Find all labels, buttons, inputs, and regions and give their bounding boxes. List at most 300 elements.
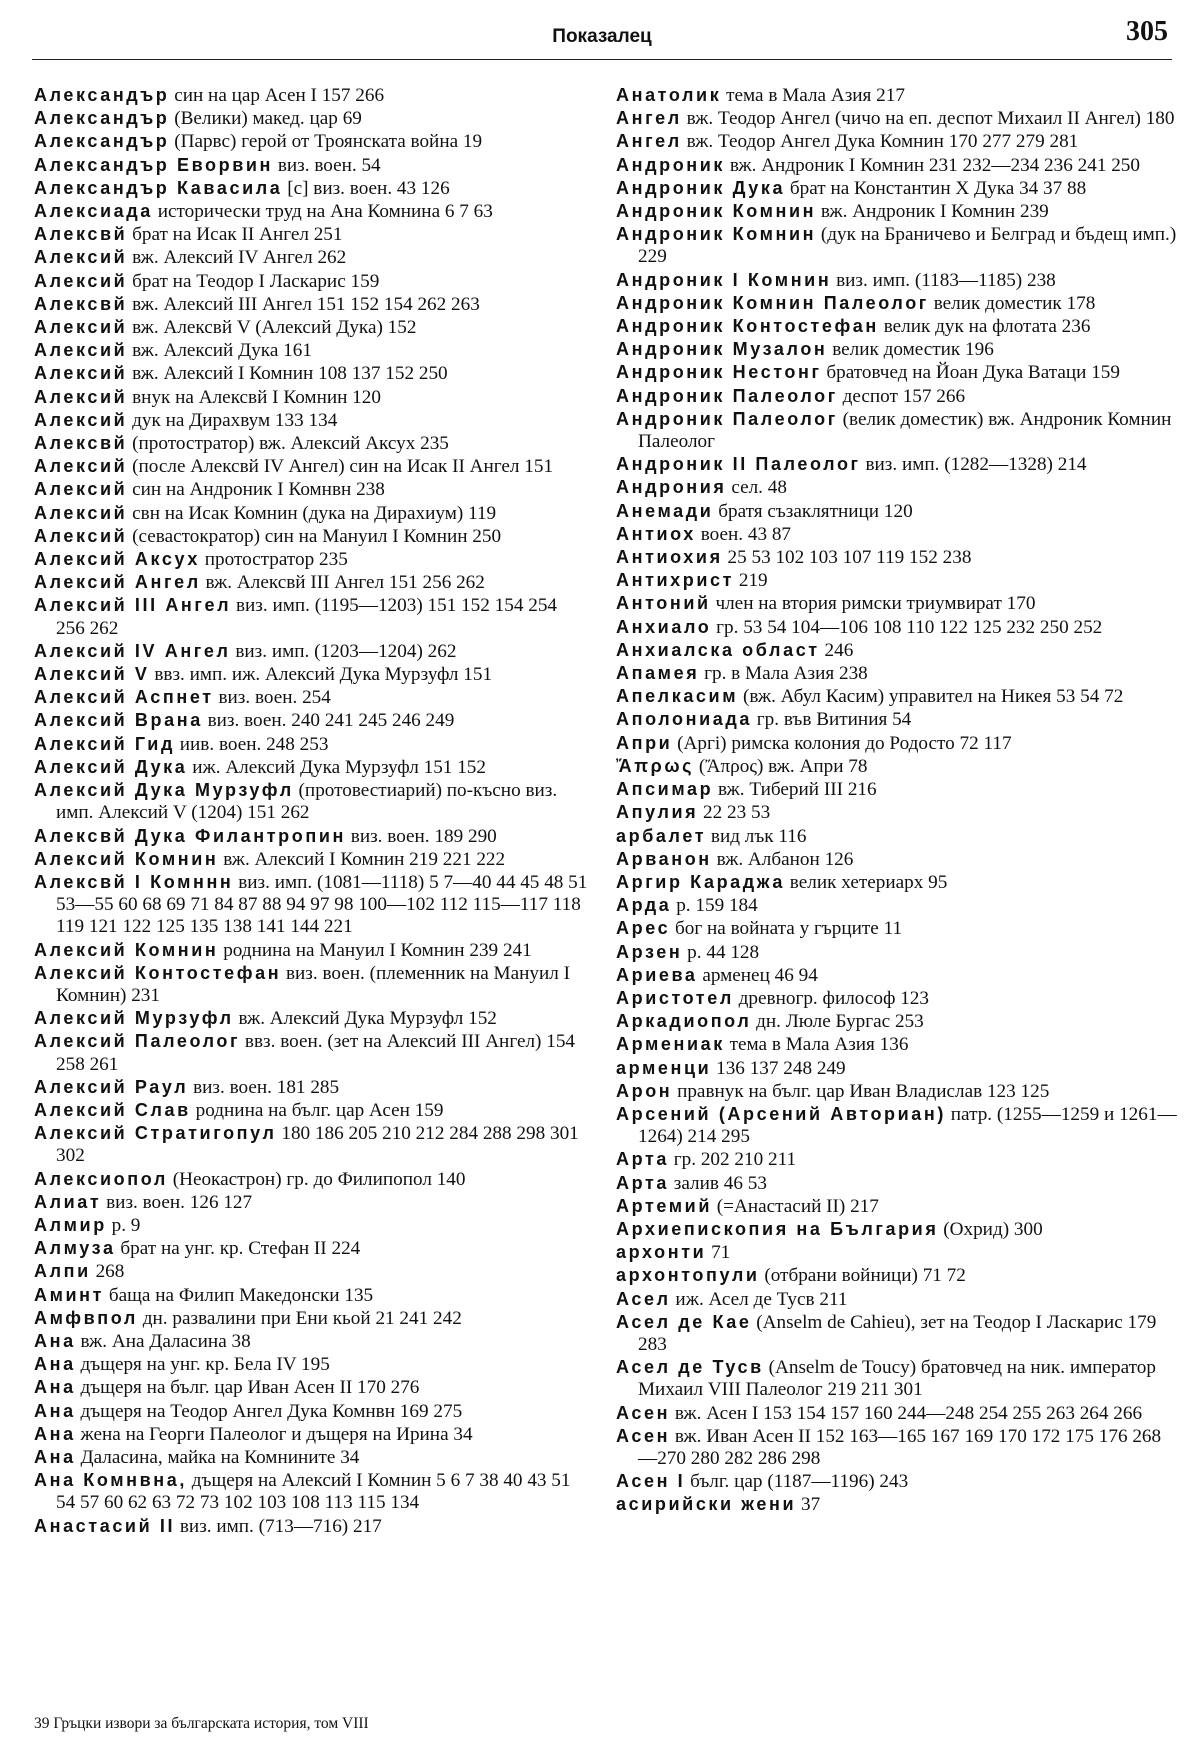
entry-references: 246 — [824, 639, 854, 661]
index-entry — [34, 362, 589, 385]
entry-references: воен. 43 87 — [700, 523, 792, 545]
entry-headword: Асел де Тусв — [616, 1357, 764, 1378]
entry-references: 268 — [95, 1261, 125, 1283]
entry-headword: Антиохия — [616, 547, 723, 568]
index-entry — [34, 432, 589, 455]
entry-headword: Арзен — [616, 941, 683, 962]
index-entry — [34, 779, 589, 824]
entry-headword: Андроник Дука — [616, 177, 786, 198]
entry-headword: Андроник I Комнин — [616, 269, 832, 290]
entry-references: правнук на бълг. цар Иван Владислав 123 125 — [677, 1080, 1050, 1102]
index-entry — [34, 1030, 589, 1075]
entry-headword: Алексий Комнин — [34, 939, 219, 960]
entry-headword: Антихрист — [616, 570, 735, 591]
index-entry — [34, 1376, 589, 1399]
entry-headword: Александър — [34, 131, 170, 152]
index-entry — [616, 523, 1178, 546]
entry-references: член на втория римски триумвират 170 — [715, 593, 1036, 615]
entry-headword: Арон — [616, 1080, 673, 1101]
index-entry — [34, 1284, 589, 1307]
index-entry — [616, 385, 1178, 408]
entry-headword: Андрония — [616, 477, 727, 498]
entry-headword: Ариева — [616, 964, 698, 985]
entry-headword: Алексий Аксух — [34, 549, 200, 570]
index-entry — [34, 455, 589, 478]
entry-references: патр. (1255—1259 и 1261—1264) 214 295 — [638, 1103, 1177, 1148]
index-entry — [616, 200, 1178, 223]
entry-headword: Андроник Палеолог — [616, 408, 838, 429]
index-entry — [616, 1172, 1178, 1195]
entry-references: залив 46 53 — [673, 1172, 767, 1194]
entry-references: ввз. имп. иж. Алексий Дука Мурзуфл 151 — [154, 664, 493, 686]
entry-references: виз. воен. 181 285 — [193, 1076, 340, 1098]
index-entry — [616, 408, 1178, 453]
entry-references: дъщеря на унг. кр. Бела IV 195 — [80, 1354, 330, 1376]
entry-references: сел. 48 — [731, 477, 787, 499]
entry-references: ввз. воен. (зет на Алексий III Ангел) 154 258 261 — [56, 1031, 576, 1075]
index-entry — [616, 569, 1178, 592]
index-entry — [616, 1288, 1178, 1311]
index-entry — [34, 709, 589, 732]
entry-headword: Алексиопол — [34, 1168, 168, 1189]
entry-headword: Артемий — [616, 1195, 712, 1216]
entry-headword: Александър — [34, 108, 170, 129]
entry-headword: Алексий — [34, 340, 128, 361]
entry-references: велик дук на флотата 236 — [883, 316, 1091, 338]
index-entry — [34, 871, 589, 939]
entry-references: дъщеря на бълг. цар Иван Асен II 170 276 — [80, 1377, 420, 1399]
entry-headword: Алексий IV Ангел — [34, 640, 231, 661]
index-entry — [616, 1425, 1178, 1470]
entry-references: вж. Асен I 153 154 157 160 244—248 254 255 263 264 266 — [674, 1402, 1143, 1424]
index-entry — [616, 755, 1178, 778]
entry-headword: Ангел — [616, 108, 682, 129]
index-entry — [616, 269, 1178, 292]
index-entry — [616, 1033, 1178, 1056]
index-entry — [34, 1214, 589, 1237]
index-entry — [616, 546, 1178, 569]
entry-headword: Асен I — [616, 1471, 686, 1492]
entry-headword: арбалет — [616, 825, 707, 846]
index-entry — [616, 1057, 1178, 1080]
index-entry — [616, 1195, 1178, 1218]
entry-references: внук на Алексвй I Комнин 120 — [132, 386, 381, 408]
index-entry — [34, 316, 589, 339]
header-rule — [32, 59, 1172, 60]
entry-references: (велик доместик) вж. Андроник Комнин Палеолог — [638, 408, 1172, 453]
entry-references: брат на Исак II Ангел 251 — [132, 224, 343, 246]
index-entry — [34, 270, 589, 293]
entry-headword: Аргир Караджа — [616, 871, 785, 892]
entry-references: виз. воен. 126 127 — [106, 1191, 253, 1213]
index-entry — [616, 1356, 1178, 1401]
entry-headword: Андроник Контостефан — [616, 316, 879, 337]
entry-headword: Алексий — [34, 409, 128, 430]
entry-headword: Ана Комнвна, — [34, 1470, 187, 1491]
index-entry — [616, 154, 1178, 177]
entry-headword: Аркадиопол — [616, 1011, 752, 1032]
index-entry — [34, 107, 589, 130]
entry-references: исторически труд на Ана Комнина 6 7 63 — [157, 201, 493, 223]
index-entry — [616, 894, 1178, 917]
entry-headword: Апри — [616, 732, 673, 753]
index-entry — [616, 84, 1178, 107]
entry-references: велик хетериарх 95 — [789, 871, 948, 893]
index-entry — [616, 1493, 1178, 1516]
entry-headword: архонтопули — [616, 1265, 760, 1286]
entry-references: брат на унг. кр. Стефан II 224 — [120, 1238, 361, 1260]
entry-headword: Александър — [34, 85, 170, 105]
entry-references: син на цар Асен I 157 266 — [174, 85, 385, 106]
entry-references: вж. Тиберий III 216 — [718, 779, 877, 801]
entry-references: арменец 46 94 — [702, 964, 818, 986]
entry-headword: Алмуза — [34, 1238, 116, 1259]
entry-references: братя съзаклятници 120 — [718, 500, 913, 522]
index-entry — [34, 1260, 589, 1283]
footer-signature-line: 39 Гръцки извори за българската история, том VIII — [34, 1715, 369, 1732]
entry-references: вж. Алексвй III Ангел 151 256 262 — [205, 572, 485, 594]
entry-headword: Александър Кавасила — [34, 177, 283, 198]
index-entry — [34, 154, 589, 177]
entry-headword: Анхиало — [616, 616, 712, 637]
entry-headword: Алексий — [34, 270, 128, 291]
entry-headword: Алексий V — [34, 664, 150, 685]
entry-references: виз. имп. (1203—1204) 262 — [235, 640, 457, 662]
entry-references: 180 186 205 210 212 284 288 298 301 302 — [56, 1123, 579, 1167]
entry-headword: Алексий Гид — [34, 733, 175, 754]
entry-headword: Асел — [616, 1288, 671, 1309]
index-column-right — [616, 84, 1178, 1517]
entry-headword: Алексий III Ангел — [34, 595, 232, 616]
index-entry — [616, 177, 1178, 200]
entry-headword: Анатолик — [616, 85, 722, 105]
entry-headword: Алексий Слав — [34, 1099, 191, 1120]
entry-references: (Anselm de Cahieu), зет на Теодор I Ласкарис 179 283 — [638, 1311, 1157, 1355]
entry-references: тема в Мала Азия 136 — [729, 1034, 909, 1056]
entry-references: тема в Мала Азия 217 — [726, 85, 905, 106]
entry-headword: Андроник Палеолог — [616, 385, 838, 406]
entry-references: (Охрид) 300 — [943, 1218, 1043, 1240]
entry-headword: Алексий Стратигопул — [34, 1123, 277, 1144]
entry-headword: Амфвпол — [34, 1307, 138, 1328]
entry-references: гр. във Витиния 54 — [756, 709, 912, 731]
entry-references: деспот 157 266 — [842, 385, 966, 407]
entry-headword: арменци — [616, 1057, 712, 1078]
entry-headword: архонти — [616, 1242, 707, 1263]
entry-headword: Алексвй I Комннн — [34, 871, 234, 892]
index-entry — [34, 1122, 589, 1167]
index-entry — [34, 84, 589, 107]
entry-headword: асирийски жени — [616, 1494, 797, 1515]
entry-references: 25 53 102 103 107 119 152 238 — [727, 547, 972, 569]
index-entry — [34, 525, 589, 548]
index-entry — [34, 1330, 589, 1353]
entry-references: [с] виз. воен. 43 126 — [287, 177, 450, 199]
entry-headword: Алексий Ангел — [34, 572, 201, 593]
entry-references: дъщеря на Алексий I Комнин 5 6 7 38 40 43 51 54 57 60 62 63 72 73 102 103 108 113 115 134 — [56, 1470, 571, 1514]
entry-headword: Арес — [616, 918, 671, 939]
index-entry — [34, 1353, 589, 1376]
entry-references: (Ἄπρος) вж. Апри 78 — [698, 755, 868, 777]
entry-references: (вж. Абул Касим) управител на Никея 53 54 72 — [742, 686, 1124, 708]
index-entry — [616, 1103, 1178, 1148]
page-number: 305 — [1126, 16, 1168, 47]
index-entry — [616, 871, 1178, 894]
index-entry — [616, 1470, 1178, 1493]
index-entry — [34, 962, 589, 1007]
entry-headword: Арта — [616, 1172, 669, 1193]
index-entry — [616, 315, 1178, 338]
entry-headword: Андроник Музалон — [616, 339, 828, 360]
entry-references: гр. 53 54 104—106 108 110 122 125 232 250 252 — [716, 616, 1103, 638]
index-column-left — [34, 84, 589, 1538]
entry-references: 219 — [738, 570, 768, 592]
entry-references: вж. Алексий I Комнин 219 221 222 — [223, 848, 506, 870]
entry-references: (Парвс) герой от Троянската война 19 — [174, 131, 483, 153]
index-entry — [34, 825, 589, 848]
index-entry — [34, 733, 589, 756]
entry-headword: Алексий Палеолог — [34, 1031, 241, 1052]
entry-references: бълг. цар (1187—1196) 243 — [690, 1471, 909, 1493]
entry-references: вж. Алексий Дука 161 — [132, 340, 312, 362]
entry-headword: Анастасий II — [34, 1515, 176, 1536]
entry-headword: Алиат — [34, 1191, 102, 1212]
entry-references: бог на войната у гърците 11 — [674, 918, 903, 940]
entry-references: (=Анастасий II) 217 — [716, 1195, 879, 1217]
entry-references: виз. имп. (1195—1203) 151 152 154 254 256 262 — [56, 595, 558, 639]
entry-references: братовчед на Йоан Дука Ватаци 159 — [826, 362, 1120, 384]
entry-references: вж. Ана Даласина 38 — [80, 1330, 251, 1352]
entry-headword: Ἄπρως — [616, 755, 695, 776]
entry-references: (дук на Браничево и Белград и бъдещ имп.) 229 — [638, 224, 1177, 268]
index-entry — [34, 1515, 589, 1538]
index-entry — [34, 1423, 589, 1446]
index-entry — [34, 223, 589, 246]
entry-references: (Неокастрон) гр. до Филипопол 140 — [172, 1168, 466, 1190]
index-entry — [34, 177, 589, 200]
index-entry — [616, 1218, 1178, 1241]
entry-headword: Аристотел — [616, 987, 734, 1008]
entry-headword: Алексий Раул — [34, 1076, 189, 1097]
entry-headword: Алексий Дука Мурзуфл — [34, 780, 294, 801]
index-entry — [616, 1148, 1178, 1171]
index-entry — [616, 453, 1178, 476]
entry-references: виз. имп. (713—716) 217 — [179, 1515, 382, 1537]
entry-headword: Алексвй Дука Филантропин — [34, 825, 346, 846]
entry-headword: Алексий Контостефан — [34, 962, 282, 983]
entry-headword: Аминт — [34, 1284, 105, 1305]
index-entry — [616, 1264, 1178, 1287]
entry-headword: Антоний — [616, 593, 711, 614]
index-entry — [34, 594, 589, 639]
index-entry — [34, 1446, 589, 1469]
index-entry — [34, 200, 589, 223]
index-entry — [34, 756, 589, 779]
entry-references: вж. Алексий Дука Мурзуфл 152 — [238, 1008, 497, 1030]
index-entry — [616, 708, 1178, 731]
entry-references: вж. Андроник I Комнин 231 232—234 236 241 250 — [729, 154, 1140, 176]
entry-headword: Антиох — [616, 523, 696, 544]
entry-headword: Ана — [34, 1354, 76, 1375]
entry-headword: Ангел — [616, 131, 682, 152]
entry-headword: Архиепископия на България — [616, 1218, 939, 1239]
index-entry — [616, 1080, 1178, 1103]
entry-headword: Апамея — [616, 663, 700, 684]
entry-headword: Анхиалска област — [616, 639, 820, 660]
entry-headword: Арванон — [616, 848, 712, 869]
entry-references: 37 — [800, 1494, 821, 1516]
index-entry — [34, 502, 589, 525]
entry-references: вж. Алексий III Ангел 151 152 154 262 263 — [132, 293, 480, 315]
index-entry — [34, 1007, 589, 1030]
entry-references: вж. Алексий IV Ангел 262 — [132, 247, 347, 269]
entry-headword: Ана — [34, 1423, 76, 1444]
entry-references: 22 23 53 — [703, 802, 771, 824]
entry-references: виз. воен. 189 290 — [350, 825, 497, 847]
entry-headword: Алпи — [34, 1261, 91, 1282]
index-entry — [34, 478, 589, 501]
entry-references: баща на Филип Македонски 135 — [108, 1284, 374, 1306]
entry-headword: Алексий Мурзуфл — [34, 1008, 234, 1029]
entry-headword: Ана — [34, 1446, 76, 1467]
entry-references: (севастократор) син на Мануил I Комнин 250 — [132, 525, 502, 547]
entry-references: дн. Люле Бургас 253 — [756, 1011, 924, 1033]
entry-references: виз. воен. 254 — [218, 687, 331, 709]
index-entry — [616, 616, 1178, 639]
index-entry — [616, 1402, 1178, 1425]
entry-references: гр. 202 210 211 — [673, 1149, 797, 1171]
entry-headword: Александър Еворвин — [34, 154, 274, 175]
entry-headword: Алексий Аспнет — [34, 687, 214, 708]
entry-references: (Велики) макед. цар 69 — [174, 108, 362, 130]
index-entry — [616, 592, 1178, 615]
entry-references: 71 — [711, 1242, 731, 1264]
index-entry — [616, 964, 1178, 987]
entry-references: иив. воен. 248 253 — [179, 733, 329, 755]
entry-references: (после Алексвй IV Ангел) син на Исак II Ангел 151 — [132, 456, 554, 478]
entry-headword: Алексий Врана — [34, 710, 203, 731]
entry-headword: Аполониада — [616, 709, 752, 730]
index-entry — [34, 848, 589, 871]
entry-headword: Алексий Комнин — [34, 848, 219, 869]
entry-references: (протостратор) вж. Алексий Аксух 235 — [132, 433, 449, 455]
entry-headword: Алексвй — [34, 293, 128, 314]
index-entry — [34, 1191, 589, 1214]
entry-references: велик доместик 178 — [933, 292, 1096, 314]
page-header — [32, 14, 1172, 60]
index-entry — [616, 130, 1178, 153]
entry-headword: Алексвй — [34, 224, 128, 245]
entry-references: (отбрани войници) 71 72 — [764, 1265, 966, 1287]
running-title: Показалец — [552, 26, 652, 47]
entry-headword: Алексий — [34, 386, 128, 407]
entry-headword: Андроник Комнин — [616, 224, 817, 245]
entry-references: (протовестиарий) по-късно виз. имп. Алексий V (1204) 151 262 — [56, 780, 558, 824]
entry-headword: Алмир — [34, 1214, 107, 1235]
index-entry — [34, 386, 589, 409]
index-entry — [34, 939, 589, 962]
entry-headword: Апелкасим — [616, 686, 739, 707]
entry-headword: Арда — [616, 895, 672, 916]
entry-headword: Андроник Комнин Палеолог — [616, 292, 929, 313]
index-entry — [616, 1311, 1178, 1356]
index-entry — [34, 686, 589, 709]
index-entry — [616, 825, 1178, 848]
entry-headword: Андроник Комнин — [616, 201, 817, 222]
entry-references: протостратор 235 — [204, 549, 348, 571]
index-entry — [616, 778, 1178, 801]
entry-references: дъщеря на Теодор Ангел Дука Комнвн 169 275 — [80, 1400, 463, 1422]
entry-references: брат на Константин X Дука 34 37 88 — [789, 177, 1087, 199]
index-entry — [616, 941, 1178, 964]
entry-references: вж. Иван Асен II 152 163—165 167 169 170 172 175 176 268—270 280 282 286 298 — [638, 1425, 1162, 1469]
index-entry — [34, 548, 589, 571]
index-entry — [616, 848, 1178, 871]
entry-references: р. 9 — [111, 1214, 141, 1236]
entry-references: (Аргі) римска колония до Родосто 72 117 — [677, 732, 1012, 754]
entry-references: виз. имп. (1183—1185) 238 — [836, 269, 1056, 291]
entry-headword: Андроник II Палеолог — [616, 454, 861, 475]
entry-headword: Алексиада — [34, 201, 153, 222]
index-entry — [616, 801, 1178, 824]
entry-headword: Алексий — [34, 247, 128, 268]
index-entry — [616, 338, 1178, 361]
index-entry — [34, 1099, 589, 1122]
entry-headword: Апсимар — [616, 779, 714, 800]
index-entry — [616, 685, 1178, 708]
index-entry — [34, 571, 589, 594]
entry-references: вж. Албанон 126 — [716, 848, 854, 870]
entry-references: виз. имп. (1081—1118) 5 7—40 44 45 48 51 53—55 60 68 69 71 84 87 88 94 97 98 100—102 112 115—117 118 119 121 122 125 135 138 141 144 221 — [56, 871, 588, 938]
entry-references: гр. в Мала Азия 238 — [704, 663, 868, 685]
entry-headword: Алексий — [34, 502, 128, 523]
entry-references: виз. имп. (1282—1328) 214 — [865, 454, 1087, 476]
entry-references: вж. Алексий I Комнин 108 137 152 250 — [132, 363, 448, 385]
index-entry — [34, 1168, 589, 1191]
index-entry — [616, 732, 1178, 755]
entry-references: иж. Алексий Дука Мурзуфл 151 152 — [192, 756, 486, 778]
index-entry — [34, 1469, 589, 1514]
entry-headword: Алексий — [34, 363, 128, 384]
entry-headword: Арсений (Арсений Авториан) — [616, 1103, 946, 1124]
index-entry — [34, 1307, 589, 1330]
entry-references: вид лък 116 — [710, 825, 807, 847]
entry-headword: Арта — [616, 1149, 669, 1170]
entry-references: роднина на бълг. цар Асен 159 — [195, 1099, 444, 1121]
index-entry — [34, 130, 589, 153]
entry-headword: Андроник — [616, 154, 726, 175]
index-entry — [34, 663, 589, 686]
entry-references: Даласина, майка на Комнините 34 — [80, 1446, 360, 1468]
entry-headword: Асен — [616, 1425, 671, 1446]
entry-headword: Алексий — [34, 525, 128, 546]
index-entry — [616, 223, 1178, 268]
entry-headword: Алексий — [34, 317, 128, 338]
entry-references: 136 137 248 249 — [716, 1057, 846, 1079]
entry-references: роднина на Мануил I Комнин 239 241 — [223, 939, 532, 961]
entry-references: вж. Андроник I Комнин 239 — [820, 201, 1049, 223]
entry-headword: Алексий — [34, 456, 128, 477]
entry-references: вж. Алексвй V (Алексий Дука) 152 — [132, 317, 417, 339]
entry-references: вж. Теодор Ангел (чичо на еп. деспот Михаил II Ангел) 180 — [686, 108, 1175, 130]
index-entry — [34, 339, 589, 362]
entry-headword: Асен — [616, 1402, 671, 1423]
entry-references: свн на Исак Комнин (дука на Дирахиум) 119 — [132, 502, 497, 524]
entry-headword: Андроник Нестонг — [616, 362, 822, 383]
entry-headword: Алексий Дука — [34, 756, 188, 777]
entry-references: велик доместик 196 — [832, 339, 994, 361]
index-entry — [34, 1076, 589, 1099]
